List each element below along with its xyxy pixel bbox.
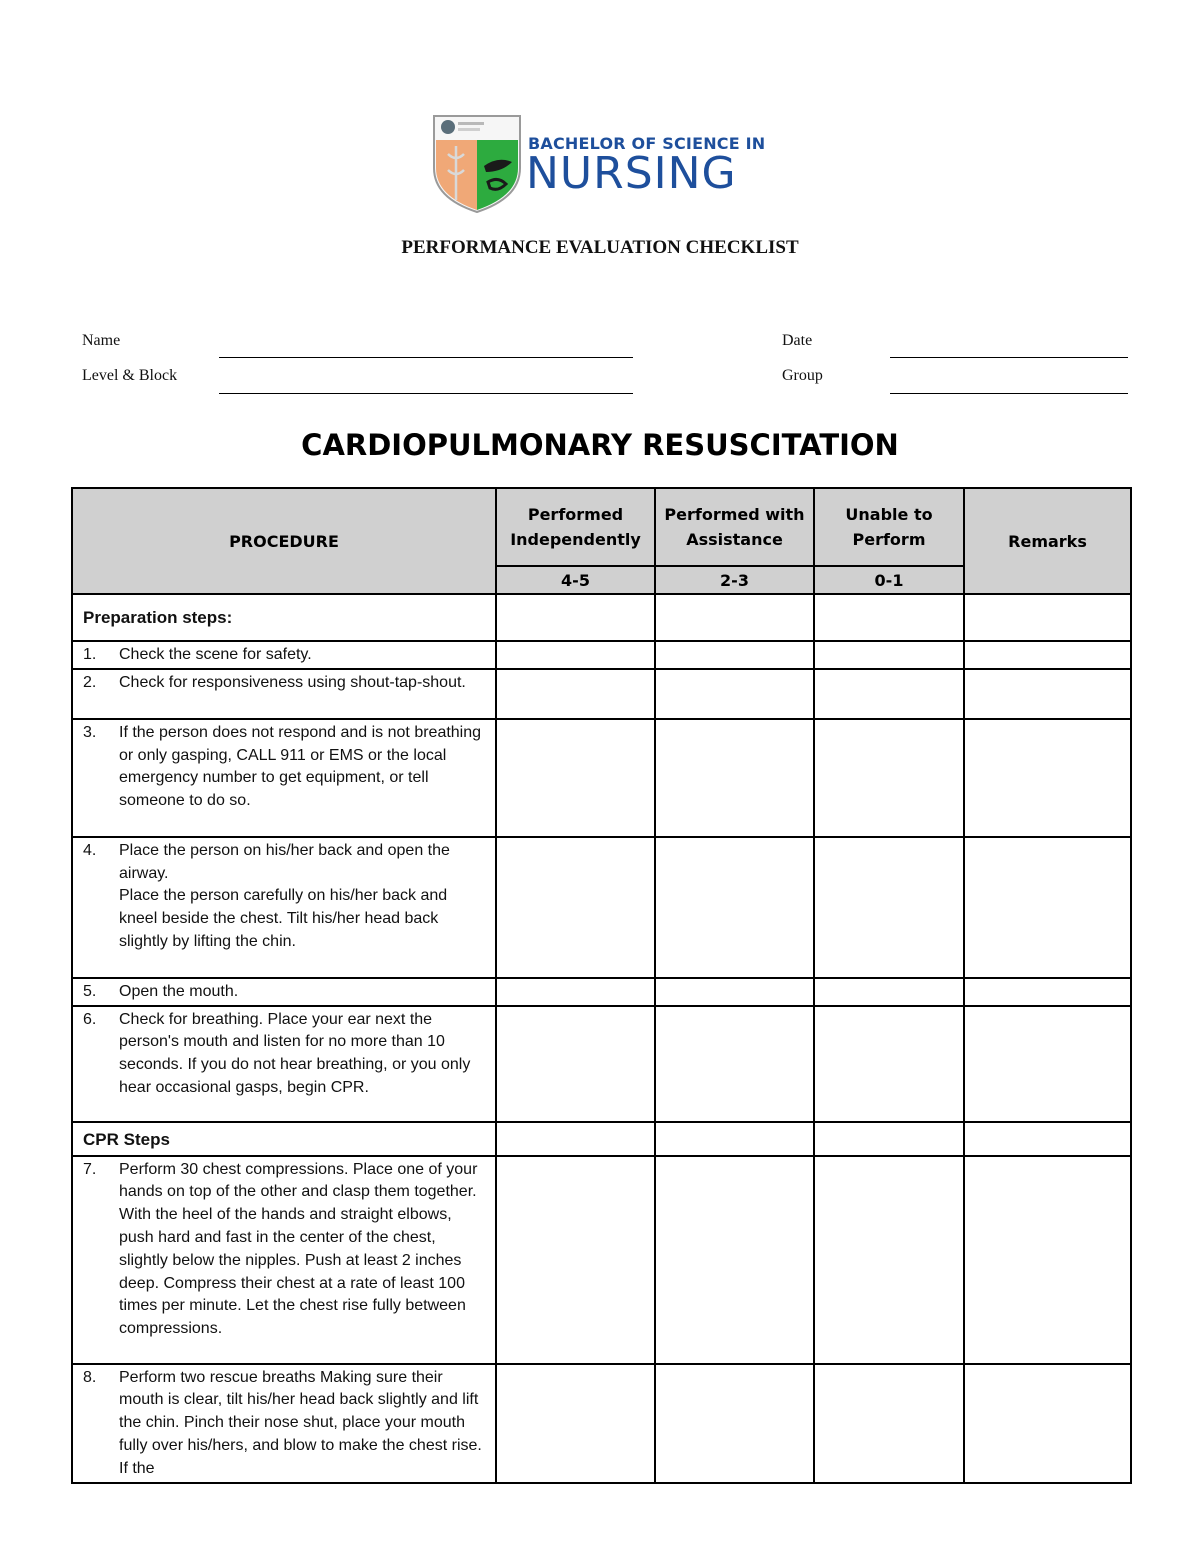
score-cell[interactable]: [655, 1122, 814, 1156]
step-text: Open the mouth.: [119, 982, 239, 1000]
score-cell[interactable]: [496, 594, 655, 641]
independently-header: Performed Independently: [496, 488, 655, 566]
step-number: 2.: [83, 673, 97, 691]
table-row: [72, 594, 1131, 641]
date-field[interactable]: [890, 357, 1128, 358]
independently-score: 4-5: [496, 566, 655, 594]
table-row: [72, 719, 1131, 837]
score-cell[interactable]: [496, 1006, 655, 1122]
remarks-cell[interactable]: [964, 978, 1131, 1006]
step-number: 1.: [83, 646, 97, 663]
unable-score: 0-1: [814, 566, 964, 594]
procedure-header: PROCEDURE: [72, 488, 496, 594]
score-cell[interactable]: [496, 641, 655, 669]
remarks-cell[interactable]: [964, 1006, 1131, 1122]
level-block-label: Level & Block: [82, 367, 178, 384]
table-row: [72, 837, 1131, 978]
unable-header: Unable to Perform: [814, 488, 964, 566]
score-cell[interactable]: [496, 1364, 655, 1483]
step-text: Check for responsiveness using shout-tap-shout.: [119, 673, 466, 691]
step-number: 3.: [83, 723, 97, 741]
step-number: 7.: [83, 1160, 97, 1178]
step-number: 6.: [83, 1010, 97, 1028]
remarks-cell[interactable]: [964, 641, 1131, 669]
score-cell[interactable]: [496, 978, 655, 1006]
document-title: PERFORMANCE EVALUATION CHECKLIST: [401, 237, 799, 258]
remarks-cell[interactable]: [964, 669, 1131, 719]
score-cell[interactable]: [814, 594, 964, 641]
remarks-cell[interactable]: [964, 1122, 1131, 1156]
score-cell[interactable]: [655, 641, 814, 669]
preparation-heading: Preparation steps:: [83, 608, 233, 627]
score-cell[interactable]: [496, 719, 655, 837]
step-text-detail: Place the person carefully on his/her back and kneel beside the chest. Tilt his/her head back slightly by lifting the chin.: [119, 887, 448, 950]
score-cell[interactable]: [814, 978, 964, 1006]
name-label: Name: [82, 332, 121, 349]
score-cell[interactable]: [655, 837, 814, 978]
score-cell[interactable]: [814, 1006, 964, 1122]
remarks-header: Remarks: [964, 488, 1131, 594]
name-field[interactable]: [219, 357, 633, 358]
score-cell[interactable]: [496, 1122, 655, 1156]
score-cell[interactable]: [655, 1156, 814, 1364]
program-logo: [428, 110, 768, 214]
step-number: 4.: [83, 841, 97, 859]
remarks-cell[interactable]: [964, 594, 1131, 641]
remarks-cell[interactable]: [964, 1364, 1131, 1483]
score-cell[interactable]: [814, 1122, 964, 1156]
logo-title: NURSING: [526, 148, 737, 199]
score-cell[interactable]: [655, 1006, 814, 1122]
table-row: [72, 978, 1131, 1006]
score-cell[interactable]: [814, 669, 964, 719]
score-cell[interactable]: [496, 837, 655, 978]
score-cell[interactable]: [655, 1364, 814, 1483]
step-text: Check for breathing. Place your ear next the person's mouth and listen for no more than 10 seconds. If you do not hear breathing, or you only hear occasional gasps, begin CPR.: [119, 1010, 471, 1096]
step-text: Perform 30 chest compressions. Place one of your hands on top of the other and clasp them together. With the heel of the hands and straight elbows, push hard and fast in the center of the chest, slightly below the nipples. Push at least 2 inches deep. Compress their chest at a rate of least 100 times per minute. Let the chest rise fully between compressions.: [119, 1160, 478, 1338]
score-cell[interactable]: [655, 978, 814, 1006]
assistance-score: 2-3: [655, 566, 814, 594]
logo-subtitle: BACHELOR OF SCIENCE IN: [528, 134, 766, 153]
cpr-heading: CPR Steps: [83, 1129, 170, 1149]
step-text: Perform two rescue breaths Making sure their mouth is clear, tilt his/her head back slightly and lift the chin. Pinch their nose shut, place your mouth fully over his/hers, and blow to make the chest rise. If the: [119, 1368, 482, 1477]
group-label: Group: [782, 367, 823, 384]
score-cell[interactable]: [814, 719, 964, 837]
group-field[interactable]: [890, 393, 1128, 394]
step-number: 5.: [83, 982, 97, 1000]
assistance-header: Performed with Assistance: [655, 488, 814, 566]
section-title: CARDIOPULMONARY RESUSCITATION: [301, 428, 899, 462]
nursing-shield-icon: [428, 110, 528, 214]
score-cell[interactable]: [496, 1156, 655, 1364]
table-row: [72, 1122, 1131, 1156]
score-cell[interactable]: [655, 669, 814, 719]
step-number: 8.: [83, 1368, 97, 1386]
score-cell[interactable]: [814, 1156, 964, 1364]
step-text: If the person does not respond and is not breathing or only gasping, CALL 911 or EMS or the local emergency number to get equipment, or tell someone to do so.: [119, 723, 482, 810]
score-cell[interactable]: [814, 837, 964, 978]
score-cell[interactable]: [655, 594, 814, 641]
checklist-table: [71, 487, 1132, 1484]
step-text: Check the scene for safety.: [119, 646, 312, 663]
table-row: [72, 1006, 1131, 1122]
step-text: Place the person on his/her back and open the airway.: [119, 841, 450, 882]
score-cell[interactable]: [814, 641, 964, 669]
table-row: [72, 1156, 1131, 1364]
level-block-field[interactable]: [219, 393, 633, 394]
table-row: [72, 1364, 1131, 1483]
score-cell[interactable]: [496, 669, 655, 719]
table-row: [72, 641, 1131, 669]
remarks-cell[interactable]: [964, 837, 1131, 978]
score-cell[interactable]: [814, 1364, 964, 1483]
table-row: [72, 669, 1131, 719]
remarks-cell[interactable]: [964, 719, 1131, 837]
remarks-cell[interactable]: [964, 1156, 1131, 1364]
date-label: Date: [782, 332, 813, 349]
score-cell[interactable]: [655, 719, 814, 837]
